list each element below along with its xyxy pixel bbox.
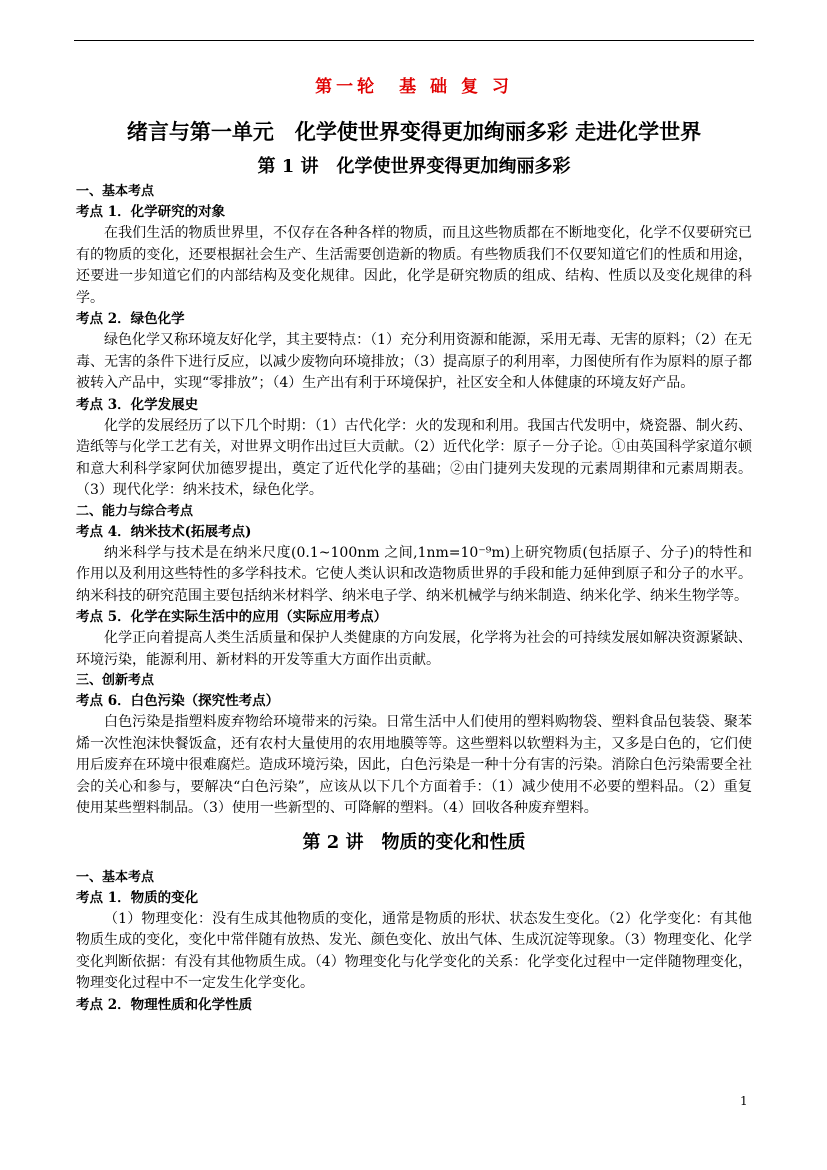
kaodian-2-title: 考点 2．物理性质和化学性质 <box>76 996 253 1013</box>
kaodian-2-text: 绿色化学又称环境友好化学，其主要特点：（1）充分利用资源和能源，采用无毒、无害的原料；（2）在无毒、无害的条件下进行反应，以减少废物向环境排放；（3）提高原子的利用率，力图使所有作为原料的原子都被转入产品中，实现“零排放”；（4）生产出有利于环境保护，社区安全和人体健康的环境友好产品。 <box>76 332 752 391</box>
kaodian-3-text: 化学的发展经历了以下几个时期：（1）古代化学：火的发现和利用。我国古代发明中，烧瓷器、制火药、造纸等与化学工艺有关，对世界文明作出过巨大贡献。（2）近代化学：原子－分子论。①由英国科学家道尔顿和意大利科学家阿伏加德罗提出，奠定了近代化学的基础；②由门捷列夫发现的元素周期律和元素周期表。（3）现代化学：纳米技术，绿色化学。 <box>76 417 752 498</box>
unit-title: 绪言与第一单元 化学使世界变得更加绚丽多彩 走进化学世界 <box>126 119 702 144</box>
kaodian-4-text: 纳米科学与技术是在纳米尺度(0.1~100nm 之间,1nm=10⁻⁹m)上研究物质(包括原子、分子)的特性和作用以及利用这些特性的多学科技术。它使人类认识和改造物质世界的手段和能力延伸到原子和分子的水平。纳米科技的研究范围主要包括纳米材料学、纳米电子学、纳米机械学与纳米制造、纳米化学、纳米生物学等。 <box>76 544 752 604</box>
kaodian-2-title: 考点 2．绿色化学 <box>76 311 185 327</box>
section-heading: 三、创新考点 <box>76 673 155 688</box>
kaodian-5-text: 化学正向着提高人类生活质量和保护人类健康的方向发展，化学将为社会的可持续发展如解决资源紧缺、环境污染，能源利用、新材料的开发等重大方面作出贡献。 <box>76 630 752 668</box>
kaodian-3-title: 考点 3．化学发展史 <box>76 396 199 413</box>
kaodian-1-title: 考点 1．物质的变化 <box>76 889 199 906</box>
kaodian-6-title: 考点 6．白色污染（探究性考点） <box>76 693 280 709</box>
page-number: 1 <box>740 1094 748 1108</box>
kaodian-1-title: 考点 1．化学研究的对象 <box>76 204 226 220</box>
document-body <box>76 72 752 1016</box>
section-heading: 一、基本考点 <box>76 869 155 885</box>
lecture-2-title: 第 2 讲 物质的变化和性质 <box>302 831 526 853</box>
lecture-1-title: 第 1 讲 化学使世界变得更加绚丽多彩 <box>257 156 571 177</box>
section-heading: 一、基本考点 <box>76 184 155 199</box>
kaodian-1-text: 在我们生活的物质世界里，不仅存在各种各样的物质，而且这些物质都在不断地变化，化学不仅要研究已有的物质的变化，还要根据社会生产、生活需要创造新的物质。有些物质我们不仅要知道它们的性质和用途，还要进一步知道它们的内部结构及变化规律。因此，化学是研究物质的组成、结构、性质以及变化规律的科学。 <box>76 225 752 306</box>
header-rule <box>74 40 754 41</box>
kaodian-5-title: 考点 5．化学在实际生活中的应用（实际应用考点） <box>76 609 388 625</box>
kaodian-6-text: 白色污染是指塑料废弃物给环境带来的污染。日常生活中人们使用的塑料购物袋、塑料食品包装袋、聚苯烯一次性泡沫快餐饭盒，还有农村大量使用的农用地膜等等。这些塑料以软塑料为主，又多是白色的，它们使用后废弃在环境中很难腐烂。造成环境污染，因此，白色污染是一种十分有害的污染。消除白色污染需要全社会的关心和参与，要解决“白色污染”，应该从以下几个方面着手：（1）减少使用不必要的塑料品。（2）重复使用某些塑料制品。（3）使用一些新型的、可降解的塑料。（4）回收各种废弃塑料。 <box>76 714 752 816</box>
kaodian-1-text: （1）物理变化：没有生成其他物质的变化，通常是物质的形状、状态发生变化。（2）化学变化：有其他物质生成的变化，变化中常伴随有放热、发光、颜色变化、放出气体、生成沉淀等现象。（3）物理变化、化学变化判断依据：有没有其他物质生成。（4）物理变化与化学变化的关系：化学变化过程中一定伴随物理变化，物理变化过程中不一定发生化学变化。 <box>76 910 752 991</box>
kaodian-4-title: 考点 4．纳米技术(拓展考点) <box>76 523 252 540</box>
section-heading: 二、能力与综合考点 <box>76 503 194 519</box>
round-title: 第一轮 基 础 复 习 <box>315 77 513 97</box>
